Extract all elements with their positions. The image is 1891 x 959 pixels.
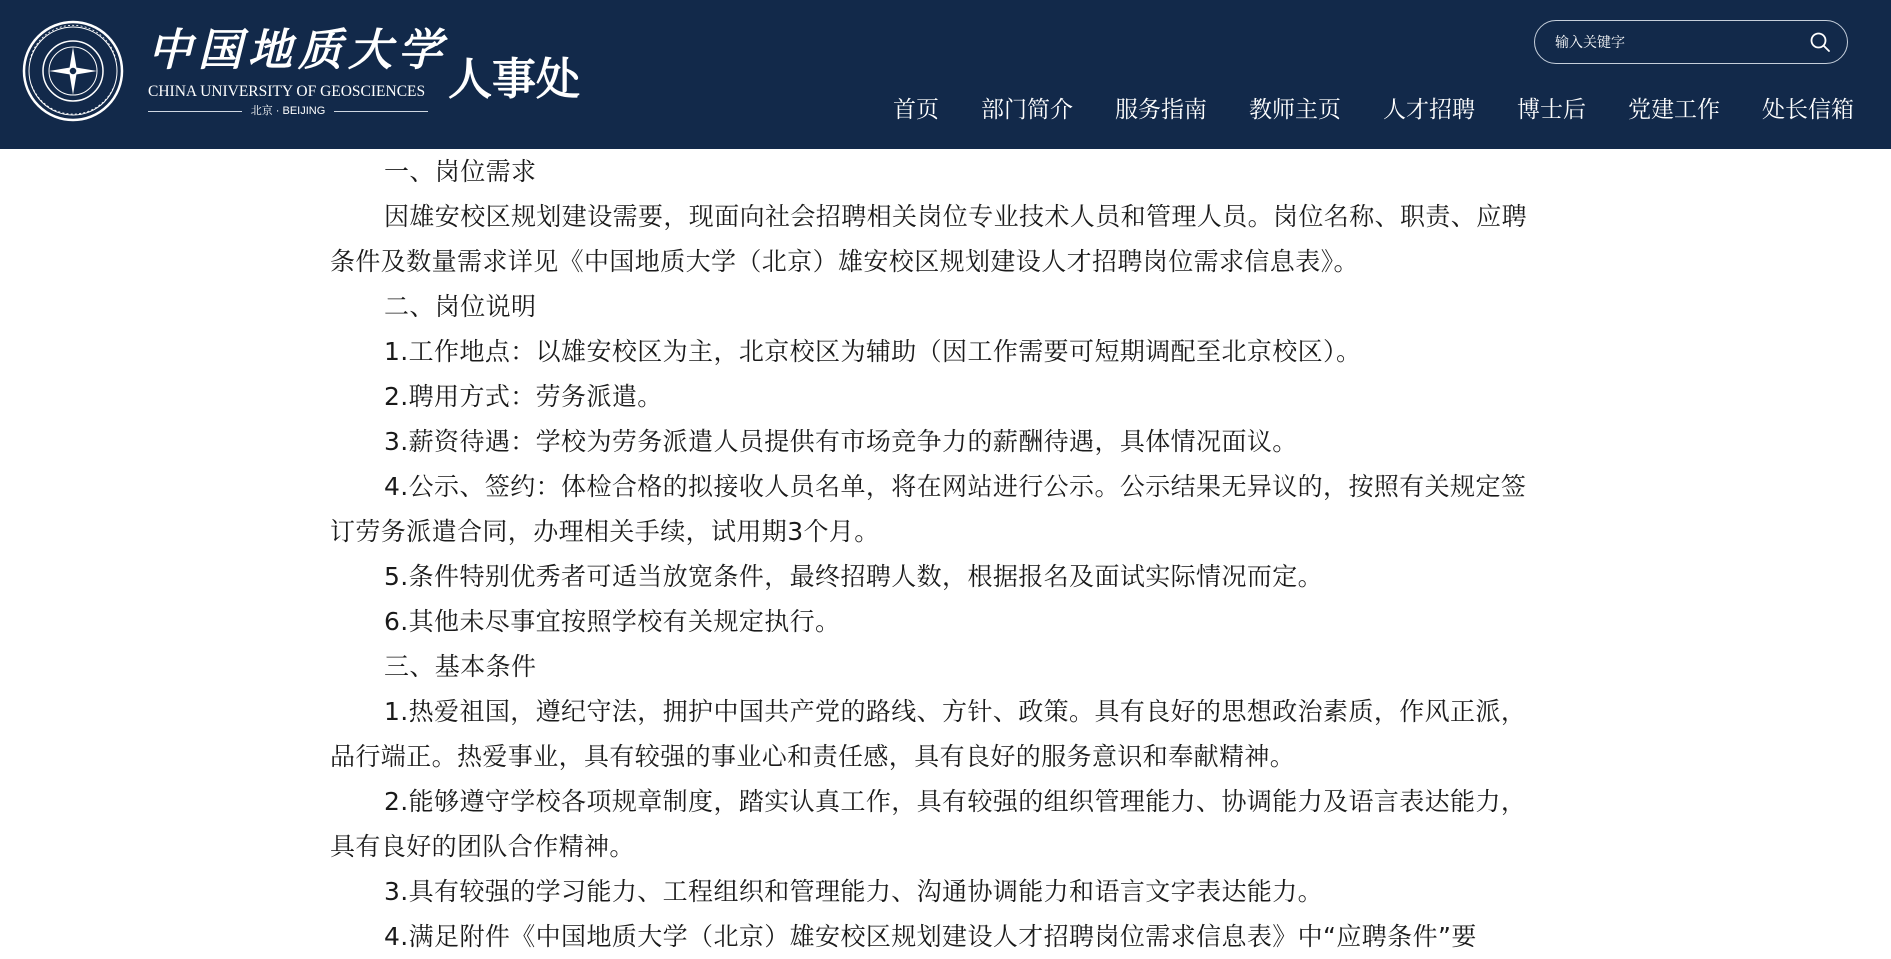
article-paragraph: 6.其他未尽事宜按照学校有关规定执行。 — [384, 607, 841, 636]
nav-item-faculty[interactable]: 教师主页 — [1249, 97, 1341, 123]
section-heading: 二、岗位说明 — [384, 292, 537, 321]
article-paragraph: 1.工作地点：以雄安校区为主，北京校区为辅助（因工作需要可短期调配至北京校区）。 — [384, 337, 1362, 366]
article-paragraph: 4.满足附件《中国地质大学（北京）雄安校区规划建设人才招聘岗位需求信息表》中“应聘条件”要 — [384, 922, 1477, 951]
article-paragraph: 5.条件特别优秀者可适当放宽条件，最终招聘人数，根据报名及面试实际情况而定。 — [384, 562, 1324, 591]
section-heading: 三、基本条件 — [384, 652, 537, 681]
nav-item-party-building[interactable]: 党建工作 — [1628, 97, 1720, 123]
article-paragraph: 2.能够遵守学校各项规章制度，踏实认真工作，具有较强的组织管理能力、协调能力及语言表达能力，具有良好的团队合作精神。 — [330, 787, 1527, 861]
nav-item-home[interactable]: 首页 — [893, 97, 939, 123]
department-title[interactable]: 人事处 — [448, 54, 580, 105]
article-paragraph: 4.公示、签约：体检合格的拟接收人员名单，将在网站进行公示。公示结果无异议的，按照有关规定签订劳务派遣合同，办理相关手续，试用期3个月。 — [330, 472, 1527, 546]
university-name-cn: 中国地质大学 — [148, 25, 448, 76]
nav-item-director-mailbox[interactable]: 处长信箱 — [1762, 97, 1854, 123]
search-icon[interactable] — [1809, 31, 1831, 53]
article-body — [330, 149, 1540, 959]
section-heading: 一、岗位需求 — [384, 157, 537, 186]
university-location: 北京 · BEIJING — [250, 105, 326, 117]
nav-item-recruitment[interactable]: 人才招聘 — [1383, 97, 1475, 123]
article-paragraph: 3.薪资待遇：学校为劳务派遣人员提供有市场竞争力的薪酬待遇，具体情况面议。 — [384, 427, 1298, 456]
site-header — [0, 0, 1891, 149]
university-name-en: CHINA UNIVERSITY OF GEOSCIENCES — [148, 83, 426, 100]
search-box — [1534, 20, 1848, 64]
article-paragraph: 2.聘用方式：劳务派遣。 — [384, 382, 663, 411]
article-paragraph: 3.具有较强的学习能力、工程组织和管理能力、沟通协调能力和语言文字表达能力。 — [384, 877, 1324, 906]
university-seal-logo[interactable] — [22, 20, 124, 122]
main-nav — [872, 88, 1875, 132]
article-paragraph: 因雄安校区规划建设需要，现面向社会招聘相关岗位专业技术人员和管理人员。岗位名称、职责、应聘条件及数量需求详见《中国地质大学（北京）雄安校区规划建设人才招聘岗位需求信息表》。 — [330, 202, 1528, 276]
search-input[interactable] — [1553, 29, 1797, 57]
nav-item-service-guide[interactable]: 服务指南 — [1115, 97, 1207, 123]
nav-item-postdoc[interactable]: 博士后 — [1517, 97, 1586, 123]
nav-item-about[interactable]: 部门简介 — [981, 97, 1073, 123]
article-paragraph: 1.热爱祖国，遵纪守法，拥护中国共产党的路线、方针、政策。具有良好的思想政治素质，作风正派，品行端正。热爱事业，具有较强的事业心和责任感，具有良好的服务意识和奉献精神。 — [330, 697, 1527, 771]
